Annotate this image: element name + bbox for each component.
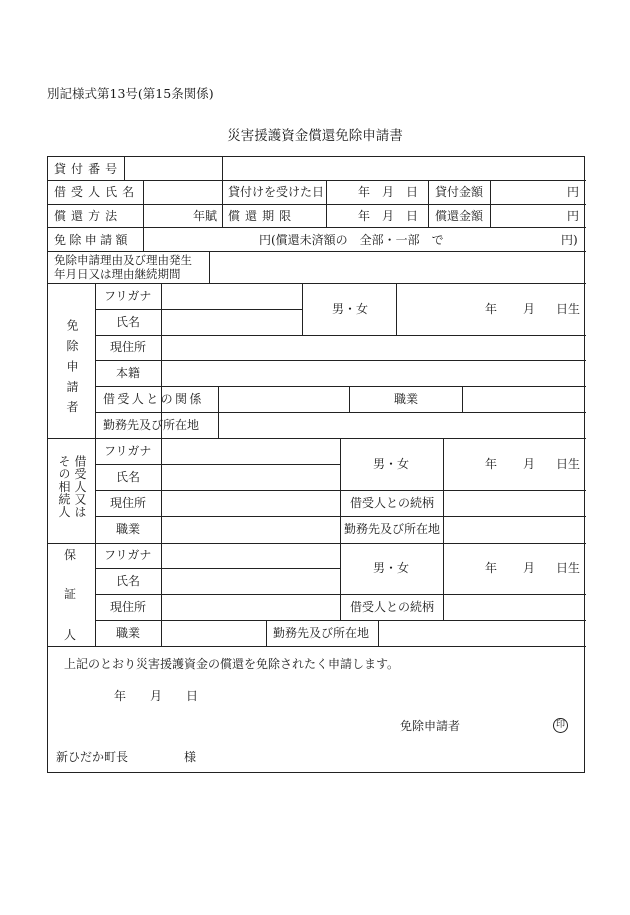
heir-label-col2: その相続人 xyxy=(57,455,71,518)
loan-amount-label: 貸付金額 xyxy=(435,185,484,199)
repay-amount-yen: 円 xyxy=(567,209,580,223)
exempt-amount-close: 円) xyxy=(561,233,578,247)
honorific: 様 xyxy=(184,750,197,764)
heir-gender: 男・女 xyxy=(373,457,410,471)
guarantor-label-1: 保 xyxy=(64,548,77,562)
addressee: 新ひだか町長 xyxy=(56,750,129,764)
loan-amount-yen: 円 xyxy=(567,185,580,199)
applicant-birth-month: 月 xyxy=(523,302,536,316)
applicant-relation-label: 借受人との関係 xyxy=(103,392,204,406)
guarantor-workplace-label: 勤務先及び所在地 xyxy=(273,626,370,640)
annual-label: 年賦 xyxy=(193,209,218,223)
reason-label-line2: 年月日又は理由継続期間 xyxy=(54,267,181,281)
statement-text: 上記のとおり災害援護資金の償還を免除されたく申請します。 xyxy=(64,657,400,671)
applicant-name-label: 氏名 xyxy=(116,315,141,329)
date-year: 年 xyxy=(114,689,127,703)
borrower-name-label: 借受人氏名 xyxy=(54,185,140,199)
footer-applicant-label: 免除申請者 xyxy=(400,719,461,733)
guarantor-label-3: 人 xyxy=(64,628,77,642)
guarantor-job-label: 職業 xyxy=(116,626,141,640)
repay-period-label: 償還期限 xyxy=(228,209,297,223)
guarantor-birth-month: 月 xyxy=(523,561,536,575)
applicant-gender: 男・女 xyxy=(332,302,369,316)
heir-workplace-label: 勤務先及び所在地 xyxy=(344,522,441,536)
loan-number-label: 貸付番号 xyxy=(54,162,123,176)
repay-method-label: 償還方法 xyxy=(54,209,123,223)
applicant-section-label: 免除申請者 xyxy=(65,319,79,421)
application-form-table xyxy=(47,156,585,773)
guarantor-birth-year: 年 xyxy=(485,561,498,575)
guarantor-relation-label: 借受人との続柄 xyxy=(350,600,435,614)
form-number: 別記様式第13号(第15条関係) xyxy=(47,86,214,101)
applicant-domicile-label: 本籍 xyxy=(116,366,141,380)
date-month: 月 xyxy=(150,689,163,703)
guarantor-name-label: 氏名 xyxy=(116,574,141,588)
guarantor-birth-day: 日生 xyxy=(556,561,581,575)
heir-relation-label: 借受人との続柄 xyxy=(350,496,435,510)
applicant-job-label: 職業 xyxy=(394,392,419,406)
heir-name-label: 氏名 xyxy=(116,470,141,484)
exempt-amount-label: 免除申請額 xyxy=(54,233,131,247)
heir-birth-year: 年 xyxy=(485,457,498,471)
applicant-birth-year: 年 xyxy=(485,302,498,316)
guarantor-label-2: 証 xyxy=(64,587,77,601)
heir-furigana-label: フリガナ xyxy=(104,444,152,458)
applicant-workplace-label: 勤務先及び所在地 xyxy=(103,418,200,432)
heir-job-label: 職業 xyxy=(116,522,141,536)
heir-birth-month: 月 xyxy=(523,457,536,471)
seal-mark: 印 xyxy=(553,718,568,733)
guarantor-gender: 男・女 xyxy=(373,561,410,575)
date-day: 日 xyxy=(186,689,199,703)
guarantor-address-label: 現住所 xyxy=(110,600,147,614)
loan-date-label: 貸付けを受けた日 xyxy=(228,185,325,199)
reason-label-line1: 免除申請理由及び理由発生 xyxy=(54,253,192,267)
page-title: 災害援護資金償還免除申請書 xyxy=(227,128,403,144)
heir-birth-day: 日生 xyxy=(556,457,581,471)
guarantor-furigana-label: フリガナ xyxy=(104,548,152,562)
repay-amount-label: 償還金額 xyxy=(435,209,484,223)
applicant-birth-day: 日生 xyxy=(556,302,581,316)
exempt-amount-detail: 円(償還未済額の 全部・一部 で xyxy=(259,233,444,247)
heir-label-col1: 借受人又は xyxy=(73,455,87,518)
repay-period-ymd: 年 月 日 xyxy=(358,209,419,223)
applicant-address-label: 現住所 xyxy=(110,340,147,354)
heir-address-label: 現住所 xyxy=(110,496,147,510)
loan-date-ymd: 年 月 日 xyxy=(358,185,419,199)
applicant-furigana-label: フリガナ xyxy=(104,289,152,303)
